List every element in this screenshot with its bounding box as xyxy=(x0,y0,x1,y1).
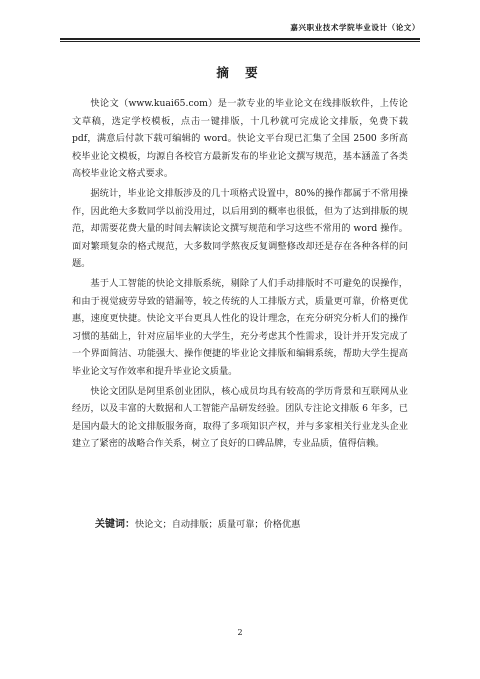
abstract-paragraph-2: 据统计，毕业论文排版涉及的几十项格式设置中，80%的操作都属于不常用操作，因此绝大多数同学以前没用过，以后用到的概率也很低，但为了达到排版的规范，却需要花费大量的时间去解读论文撰写规范和学习这些不常用的 word 操作。面对繁琐复杂的格式规范，大多数同学熬夜反复调整修改却还是存在各种各样的问题。 xyxy=(72,187,408,270)
abstract-paragraph-3: 基于人工智能的快论文排版系统，剔除了人们手动排版时不可避免的误操作，和由于视觉疲劳导致的错漏等，较之传统的人工排版方式，质量更可靠，价格更优惠，速度更快捷。快论文平台更具人性化的设计理念，在充分研究分析人们的操作习惯的基础上，针对应届毕业的大学生，充分考虑其个性需求，设计并开发完成了一个界面简洁、功能强大、操作便捷的毕业论文排版和编辑系统，帮助大学生提高毕业论文写作效率和提升毕业论文质量。 xyxy=(72,277,408,377)
keywords-label: 关键词： xyxy=(95,519,135,530)
abstract-paragraph-4: 快论文团队是阿里系创业团队，核心成员均具有较高的学历背景和互联网从业经历，以及丰富的大数据和人工智能产品研发经验。团队专注论文排版 6 年多，已是国内最大的论文排版服务商，取得了多项知识产权，并与多家相关行业龙头企业建立了紧密的战略合作关系，树立了良好的口碑品牌，专业品质，值得信赖。 xyxy=(72,385,408,450)
keywords-line xyxy=(95,515,408,530)
page-header: 嘉兴职业技术学院毕业设计（论文） xyxy=(290,23,420,32)
header-rule-thin xyxy=(60,41,420,42)
abstract-body xyxy=(72,95,408,455)
abstract-title: 摘 要 xyxy=(216,65,264,80)
abstract-paragraph-1: 快论文（www.kuai65.com）是一款专业的毕业论文在线排版软件，上传论文草稿，选定学校模板，点击一键排版，十几秒就可完成论文排版，免费下载 pdf，满意后付款下载可编辑的 word。快论文平台现已汇集了全国 2500 多所高校毕业论文模板，均源自各校官方最新发布的毕业论文撰写规范，基本涵盖了各类高校毕业论文格式要求。 xyxy=(72,98,408,180)
page-number: 2 xyxy=(237,628,243,637)
header-rule-thick xyxy=(60,38,420,40)
keywords-value: 快论文；自动排版；质量可靠；价格优惠 xyxy=(135,519,301,530)
